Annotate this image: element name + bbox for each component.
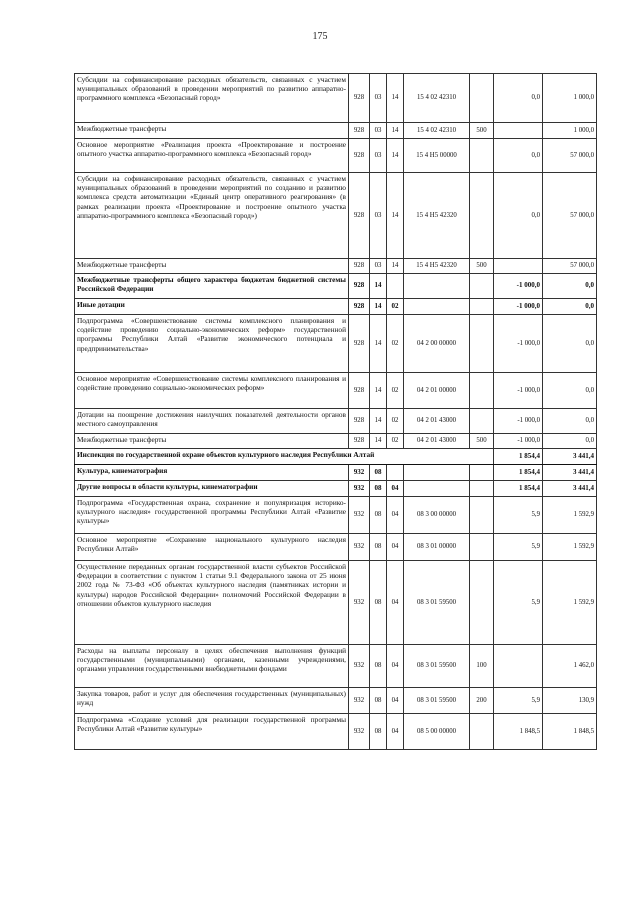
- row-sum1: 0,0: [494, 173, 543, 259]
- row-sum2: 1 000,0: [543, 74, 597, 123]
- row-csr: 08 3 01 59500: [404, 561, 470, 645]
- row-csr: 15 4 H5 42320: [404, 173, 470, 259]
- row-sum1: -1 000,0: [494, 409, 543, 434]
- row-name: Подпрограмма «Совершенствование системы комплексного планирования и содействие проведению социально-экономических реформ» государственной программы Республики Алтай «Развитие экономического потенциала и предпринимательства»: [75, 315, 349, 373]
- row-gr: 932: [349, 714, 370, 750]
- row-csr: 15 4 H5 00000: [404, 139, 470, 173]
- row-sum1: -1 000,0: [494, 299, 543, 315]
- row-rz: 14: [370, 434, 387, 449]
- row-vr: 500: [470, 123, 494, 139]
- row-csr: 04 2 00 00000: [404, 315, 470, 373]
- row-sum2: 0,0: [543, 274, 597, 299]
- row-vr: [470, 74, 494, 123]
- row-sum1: -1 000,0: [494, 274, 543, 299]
- row-gr: 932: [349, 561, 370, 645]
- row-pr: 02: [387, 373, 404, 409]
- table-row: [75, 481, 597, 497]
- row-sum2: 1 848,5: [543, 714, 597, 750]
- row-pr: [387, 274, 404, 299]
- row-csr: 04 2 01 43000: [404, 409, 470, 434]
- row-vr: [470, 173, 494, 259]
- row-name: Расходы на выплаты персоналу в целях обеспечения выполнения функций государственными (муниципальными) органами, казенными учреждениями, органами управления государственными внебюджетными фондами: [75, 645, 349, 688]
- table-row: [75, 299, 597, 315]
- row-pr: 04: [387, 481, 404, 497]
- row-gr: 928: [349, 74, 370, 123]
- row-sum2: 1 592,9: [543, 497, 597, 534]
- row-vr: 500: [470, 434, 494, 449]
- row-vr: [470, 299, 494, 315]
- row-sum1: [494, 259, 543, 274]
- row-name: Дотации на поощрение достижения наилучших показателей деятельности органов местного самоуправления: [75, 409, 349, 434]
- row-gr: 932: [349, 534, 370, 561]
- row-name: Подпрограмма «Государственная охрана, сохранение и популяризация историко-культурного наследия» государственной программы Республики Алтай «Развитие культуры»: [75, 497, 349, 534]
- row-sum2: 0,0: [543, 299, 597, 315]
- row-gr: 928: [349, 139, 370, 173]
- row-gr: 928: [349, 315, 370, 373]
- row-rz: 08: [370, 561, 387, 645]
- row-rz: 03: [370, 259, 387, 274]
- row-name: Основное мероприятие «Реализация проекта «Проектирование и построение опытного участка аппаратно-программного комплекса «Безопасный город»: [75, 139, 349, 173]
- row-name: Иные дотации: [75, 299, 349, 315]
- row-rz: 08: [370, 481, 387, 497]
- row-csr: 04 2 01 00000: [404, 373, 470, 409]
- row-name: Культура, кинематография: [75, 465, 349, 481]
- row-vr: [470, 465, 494, 481]
- row-name: Межбюджетные трансферты: [75, 123, 349, 139]
- row-rz: 08: [370, 688, 387, 714]
- budget-table: [74, 73, 597, 750]
- row-sum1: -1 000,0: [494, 373, 543, 409]
- row-csr: [404, 274, 470, 299]
- row-pr: 14: [387, 74, 404, 123]
- row-sum2: 0,0: [543, 409, 597, 434]
- row-pr: 04: [387, 534, 404, 561]
- row-sum1: [494, 645, 543, 688]
- row-csr: 15 4 02 42310: [404, 123, 470, 139]
- row-rz: 14: [370, 274, 387, 299]
- row-name: Закупка товаров, работ и услуг для обеспечения государственных (муниципальных) нужд: [75, 688, 349, 714]
- row-pr: 02: [387, 409, 404, 434]
- table-row: [75, 434, 597, 449]
- row-pr: 02: [387, 315, 404, 373]
- row-rz: 08: [370, 465, 387, 481]
- row-gr: 928: [349, 123, 370, 139]
- row-sum1: 1 854,4: [494, 449, 543, 465]
- row-csr: 15 4 H5 42320: [404, 259, 470, 274]
- row-gr: 928: [349, 373, 370, 409]
- row-pr: 14: [387, 259, 404, 274]
- row-csr: 08 3 00 00000: [404, 497, 470, 534]
- row-sum1: 1 848,5: [494, 714, 543, 750]
- table-row: [75, 315, 597, 373]
- row-vr: [470, 497, 494, 534]
- row-pr: 04: [387, 688, 404, 714]
- row-vr: [470, 373, 494, 409]
- table-row: [75, 274, 597, 299]
- row-vr: [470, 139, 494, 173]
- row-name: Межбюджетные трансферты: [75, 434, 349, 449]
- table-row: [75, 449, 597, 465]
- row-pr: 02: [387, 434, 404, 449]
- row-vr: 200: [470, 688, 494, 714]
- row-sum1: 1 854,4: [494, 465, 543, 481]
- row-gr: 928: [349, 274, 370, 299]
- row-vr: [470, 274, 494, 299]
- row-name: Межбюджетные трансферты: [75, 259, 349, 274]
- row-name: Основное мероприятие «Сохранение национального культурного наследия Республики Алтай»: [75, 534, 349, 561]
- row-sum1: 5,9: [494, 497, 543, 534]
- table-row: [75, 688, 597, 714]
- row-pr: [387, 465, 404, 481]
- row-rz: 14: [370, 315, 387, 373]
- row-vr: [470, 561, 494, 645]
- row-pr: 04: [387, 561, 404, 645]
- row-gr: 928: [349, 299, 370, 315]
- row-rz: 03: [370, 123, 387, 139]
- row-gr: 928: [349, 409, 370, 434]
- row-sum1: 1 854,4: [494, 481, 543, 497]
- row-sum1: 5,9: [494, 688, 543, 714]
- table-row: [75, 173, 597, 259]
- row-sum1: 5,9: [494, 561, 543, 645]
- page-number: 175: [312, 31, 328, 42]
- row-sum2: 0,0: [543, 373, 597, 409]
- row-rz: 08: [370, 534, 387, 561]
- row-vr: [470, 714, 494, 750]
- row-pr: 04: [387, 497, 404, 534]
- row-gr: 928: [349, 259, 370, 274]
- row-gr: 932: [349, 497, 370, 534]
- row-name: Подпрограмма «Создание условий для реализации государственной программы Республики Алтай «Развитие культуры»: [75, 714, 349, 750]
- row-sum2: 57 000,0: [543, 139, 597, 173]
- row-gr: 932: [349, 481, 370, 497]
- table-row: [75, 534, 597, 561]
- row-sum2: 3 441,4: [543, 465, 597, 481]
- row-sum1: [494, 123, 543, 139]
- table-row: [75, 123, 597, 139]
- table-row: [75, 409, 597, 434]
- row-vr: [470, 481, 494, 497]
- row-sum2: 3 441,4: [543, 481, 597, 497]
- row-sum2: 1 462,0: [543, 645, 597, 688]
- row-csr: 08 3 01 59500: [404, 645, 470, 688]
- row-sum2: 1 000,0: [543, 123, 597, 139]
- row-csr: 08 3 01 00000: [404, 534, 470, 561]
- row-gr: 928: [349, 173, 370, 259]
- row-name: Осуществление переданных органам государственной власти субъектов Российской Федерации в соответствии с пунктом 1 статьи 9.1 Федерального закона от 25 июня 2002 года № 73-ФЗ «Об объектах культурного наследия (памятниках истории и культуры) народов Российской Федерации» полномочий Российской Федерации в отношении объектов культурного наследия: [75, 561, 349, 645]
- table-row: [75, 465, 597, 481]
- row-rz: 03: [370, 74, 387, 123]
- row-pr: 02: [387, 299, 404, 315]
- row-sum2: 1 592,9: [543, 534, 597, 561]
- row-rz: 14: [370, 409, 387, 434]
- row-sum1: 0,0: [494, 139, 543, 173]
- row-vr: [470, 409, 494, 434]
- row-sum1: -1 000,0: [494, 434, 543, 449]
- row-name: Инспекция по государственной охране объектов культурного наследия Республики Алтай: [75, 449, 494, 465]
- table-row: [75, 645, 597, 688]
- row-pr: 04: [387, 714, 404, 750]
- row-vr: [470, 534, 494, 561]
- row-sum1: 0,0: [494, 74, 543, 123]
- row-sum1: -1 000,0: [494, 315, 543, 373]
- row-rz: 14: [370, 373, 387, 409]
- row-name: Субсидии на софинансирование расходных обязательств, связанных с участием муниципальных образований в проведении мероприятий по развитию аппаратно-программного комплекса «Безопасный город»: [75, 74, 349, 123]
- table-row: [75, 259, 597, 274]
- row-csr: 08 5 00 00000: [404, 714, 470, 750]
- row-sum2: 3 441,4: [543, 449, 597, 465]
- row-name: Субсидии на софинансирование расходных обязательств, связанных с участием муниципальных образований в проведении мероприятий по созданию и развитию комплекса средств автоматизации «Единый центр оперативного реагирования» (в рамках реализации проекта «Проектирование и построение опытного участка аппаратно-программного комплекса «Безопасный город»): [75, 173, 349, 259]
- row-pr: 14: [387, 123, 404, 139]
- row-gr: 932: [349, 645, 370, 688]
- row-sum2: 130,9: [543, 688, 597, 714]
- row-csr: 04 2 01 43000: [404, 434, 470, 449]
- table-row: [75, 139, 597, 173]
- row-name: Другие вопросы в области культуры, кинематографии: [75, 481, 349, 497]
- table-row: [75, 561, 597, 645]
- table-row: [75, 714, 597, 750]
- table-row: [75, 497, 597, 534]
- row-sum2: 1 592,9: [543, 561, 597, 645]
- row-csr: 08 3 01 59500: [404, 688, 470, 714]
- row-rz: 14: [370, 299, 387, 315]
- table-row: [75, 373, 597, 409]
- row-gr: 932: [349, 465, 370, 481]
- row-sum2: 0,0: [543, 434, 597, 449]
- row-rz: 08: [370, 497, 387, 534]
- row-sum2: 57 000,0: [543, 173, 597, 259]
- row-sum2: 57 000,0: [543, 259, 597, 274]
- row-csr: [404, 299, 470, 315]
- row-sum2: 0,0: [543, 315, 597, 373]
- row-sum1: 5,9: [494, 534, 543, 561]
- row-rz: 03: [370, 173, 387, 259]
- row-gr: 928: [349, 434, 370, 449]
- row-csr: [404, 481, 470, 497]
- row-name: Межбюджетные трансферты общего характера бюджетам бюджетной системы Российской Федерации: [75, 274, 349, 299]
- row-pr: 14: [387, 139, 404, 173]
- row-vr: [470, 315, 494, 373]
- row-pr: 04: [387, 645, 404, 688]
- row-gr: 932: [349, 688, 370, 714]
- row-vr: 500: [470, 259, 494, 274]
- row-pr: 14: [387, 173, 404, 259]
- row-vr: 100: [470, 645, 494, 688]
- row-csr: 15 4 02 42310: [404, 74, 470, 123]
- row-csr: [404, 465, 470, 481]
- row-rz: 03: [370, 139, 387, 173]
- row-rz: 08: [370, 645, 387, 688]
- table-row: [75, 74, 597, 123]
- row-name: Основное мероприятие «Совершенствование системы комплексного планирования и содействие проведению социально-экономических реформ»: [75, 373, 349, 409]
- row-rz: 08: [370, 714, 387, 750]
